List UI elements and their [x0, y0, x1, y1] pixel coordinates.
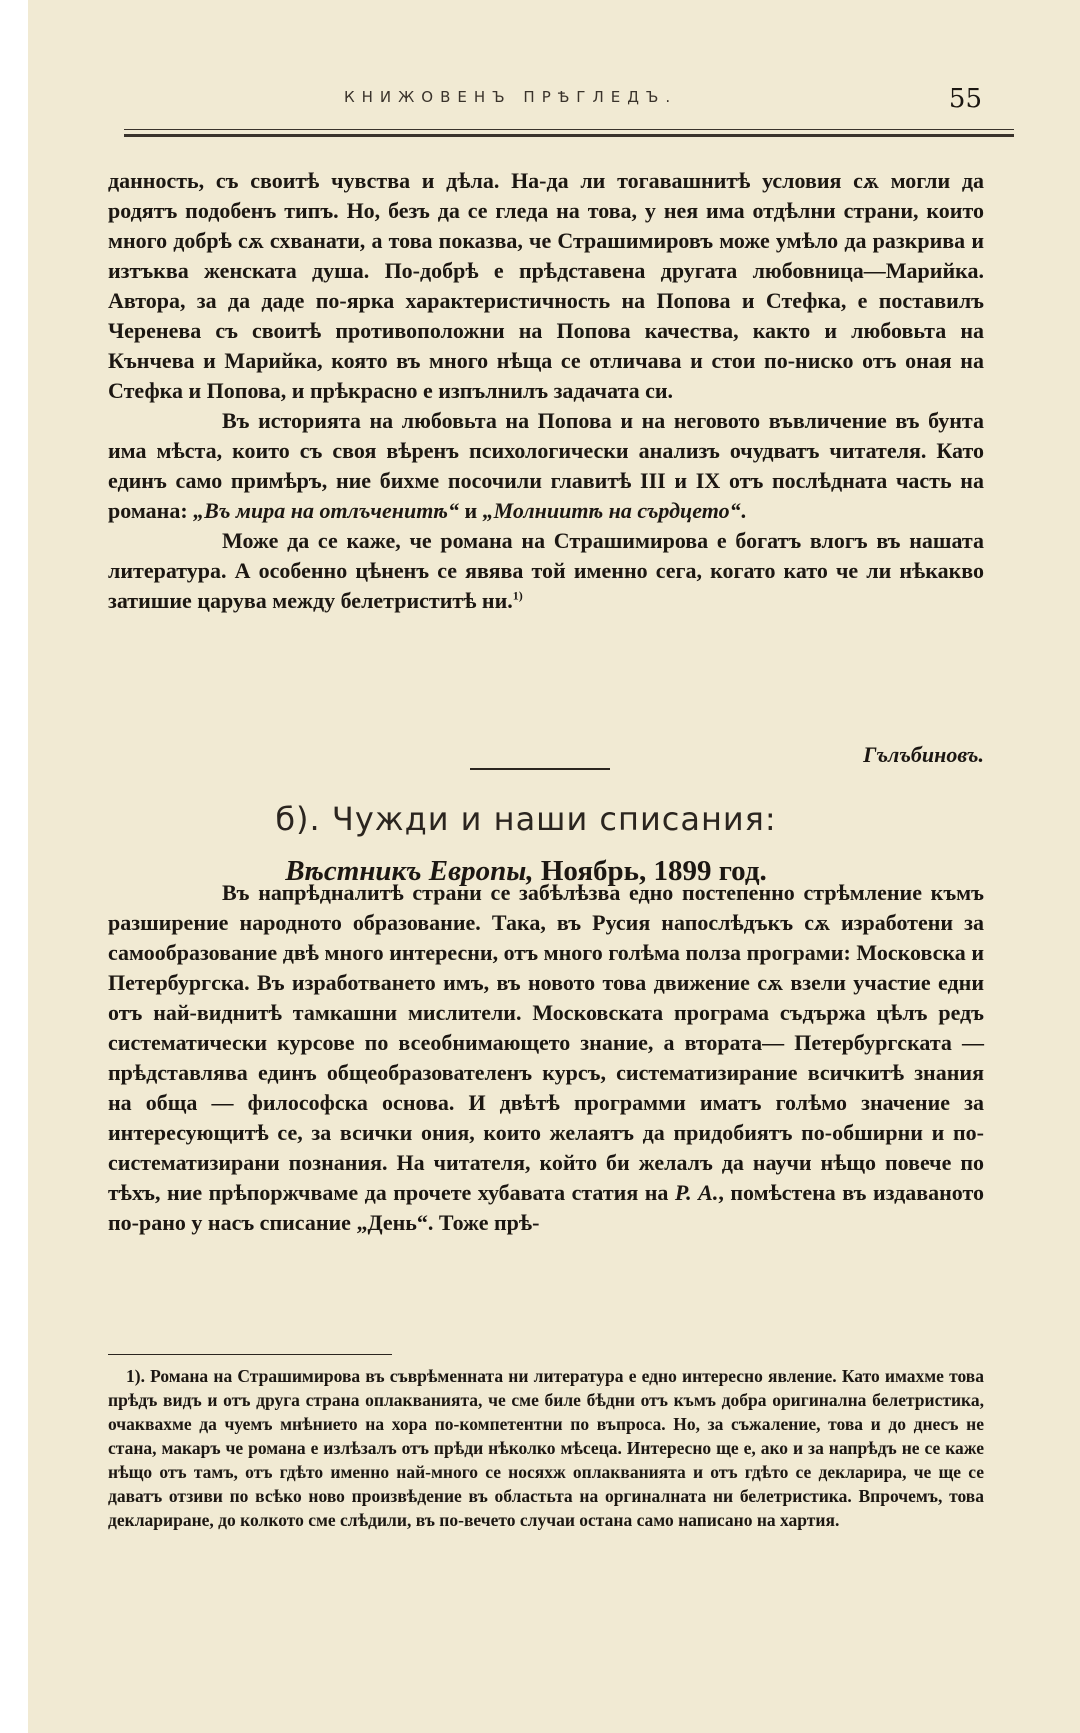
running-head: КНИЖОВЕНЪ ПРѢГЛЕДЪ. [344, 88, 678, 106]
header-rule-thin [124, 129, 1014, 130]
author-signature: Гълъбиновъ. [863, 742, 984, 767]
chapter-title-1: „Въ мира на отлъченитѣ“ [193, 498, 459, 523]
footnote-rule [108, 1354, 392, 1355]
section-heading [0, 800, 1052, 838]
paragraph-2 [108, 406, 984, 526]
conjunction: и [458, 498, 483, 523]
journal-name: Вѣстникъ Европы, [285, 855, 534, 887]
paragraph-3 [108, 526, 984, 616]
paragraph-2-end: . [740, 498, 747, 523]
paragraph-2-text: Въ историята на любовьта на Попова и на неговото въвличение въ бунта има мѣста, които съ своя вѣренъ психологически анализъ очудватъ читателя. Като единъ само примѣръ, ние бихме посочили главитѣ III и IX отъ послѣдната часть на романа: [108, 408, 984, 523]
paragraph-1: данность, съ своитѣ чувства и дѣла. На-да ли тогавашнитѣ условия сѫ могли да родятъ подобенъ типъ. Но, безъ да се гледа на това, у нея има отдѣлни страни, които много добрѣ сѫ схванати, а това показва, че Страшимировъ може умѣло да разкрива и изтъква женската душа. По-добрѣ е прѣдставена другата любовница—Марийка. Автора, за да даде по-ярка характеристичность на Попова и Стефка, е поставилъ Черенева съ своитѣ противоположни на Попова качества, както и любовьта на Кънчева и Марийка, която въ много нѣща се отличава и стои по-ниско отъ оная на Стефка и Попова, и прѣкрасно е изпълнилъ задачата си. [108, 168, 984, 403]
footnote-reference: 1) [512, 588, 523, 603]
review-author-initials: Р. А. [674, 1180, 719, 1205]
chapter-title-2: „Молниитѣ на сърдцето“ [482, 498, 741, 523]
page-number: 55 [948, 84, 982, 114]
footnote-paragraph [108, 1364, 984, 1532]
review-text [108, 878, 984, 1238]
journal-issue: Ноябрь, 1899 год. [533, 855, 767, 887]
footnote-text: Романа на Страшимирова въ съврѣменната ни литература е едно интересно явление. Като имахме това прѣдъ видъ и отъ друга страна оплакванията, че сме биле бѣдни отъ къмъ добра оригинална белетристика, очаквахме да чуемъ мнѣнието на хора по-компетентни по въпроса. Но, за съжаление, това и до днесъ не стана, макаръ че романа е излѣзалъ отъ прѣди нѣколко мѣсеца. Интересно ще е, ако и за напрѣдъ не се каже нѣщо отъ тамъ, отъ гдѣто именно най-много се носяхж оплакванията и отъ гдѣто се декларира, че ще се даватъ отзиви по всѣко ново произвѣдение въ областьта на оргиналната ни белетристика. Впрочемъ, това деклариране, до колкото сме слѣдили, въ по-вечето случаи остана само написано на хартия. [108, 1366, 984, 1530]
review-paragraph [108, 878, 984, 1238]
review-text-part-1: Въ напрѣдналитѣ страни се забѣлѣзва едно постепенно стрѣмление къмъ разширение народното образование. Така, въ Русия напослѣдъкъ сѫ изработени за самообразование двѣ много интересни, отъ много голѣма полза програми: Московска и Петербургска. Въ изработването имъ, въ новото това движение сѫ взели участие едни отъ най-виднитѣ тамкашни мислители. Московската програма съдържа цѣлъ редъ систематически курсове по всеобнимающето знание, а втората— Петербургската — прѣдставлява единъ общеобразователенъ курсъ, систематизирание всичкитѣ знания на обща — философска основа. И двѣтѣ программи иматъ голѣмо значение за интересующитѣ се, за всички ония, които желаятъ да придобиятъ по-обширни и по-систематизирани познания. На читателя, който би желалъ да научи нѣщо повече по тѣхъ, ние прѣпоржчваме да прочете хубавата статия на [108, 880, 984, 1205]
footnote [108, 1364, 984, 1532]
paragraph-3-text: Може да се каже, че романа на Страшимирова е богатъ влогъ въ нашата литература. А особенно цѣненъ се явява той именно сега, когато като че ли нѣкакво затишие царува между белетриститѣ ни. [108, 528, 984, 613]
review-text-part-2: , помѣстена въ издаваното по-рано у насъ списание „День“. Тоже прѣ- [108, 1180, 984, 1235]
header-rule-thick [124, 134, 1014, 137]
footnote-marker: 1). [126, 1366, 145, 1386]
section-heading-text: б). Чужди и наши списания: [275, 800, 777, 838]
separator-rule [470, 768, 610, 770]
page-header [124, 78, 1012, 118]
article-continuation [108, 166, 984, 616]
